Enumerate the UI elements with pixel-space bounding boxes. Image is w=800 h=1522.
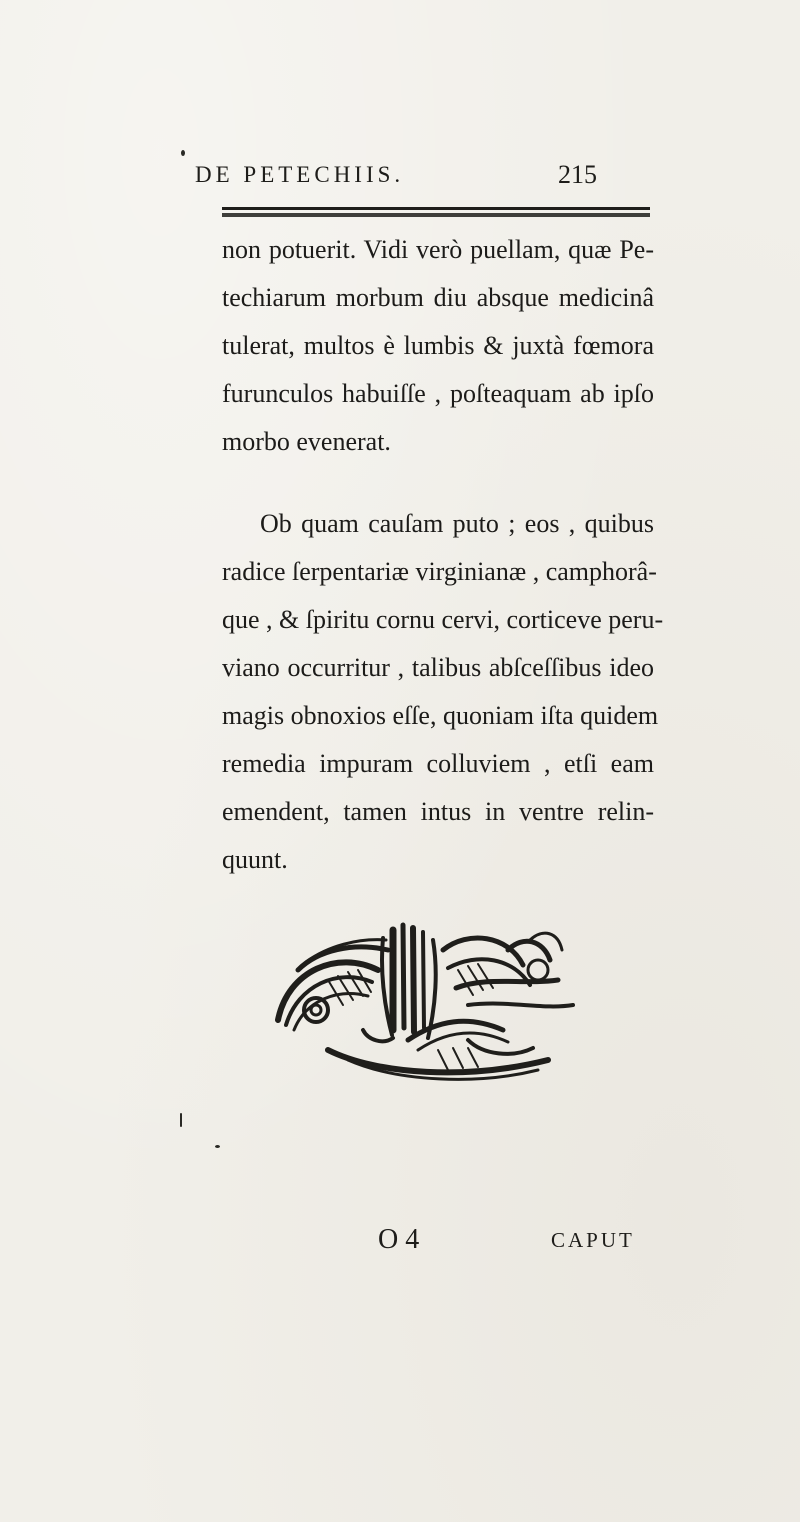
text-line: magis obnoxios eſſe, quoniam iſta quidem xyxy=(222,701,659,730)
page-number: 215 xyxy=(558,160,597,189)
text-line: radice ſerpentariæ virginianæ , camphorâ- xyxy=(222,557,657,586)
text-line: non potuerit. Vidi verò puellam, quæ Pe- xyxy=(222,235,654,264)
text-line: morbo evenerat. xyxy=(222,427,391,456)
text-line: furunculos habuiſſe , poſteaquam ab ipſo xyxy=(222,379,654,408)
ink-speck xyxy=(181,150,185,156)
body-text xyxy=(222,226,664,884)
paragraph-2 xyxy=(222,500,664,884)
running-head xyxy=(0,162,800,202)
text-line: tulerat, multos è lumbis & juxtà fœmora xyxy=(222,331,654,360)
header-rule xyxy=(222,207,650,210)
text-line: remedia impuram colluviem , etſi eam xyxy=(222,749,654,778)
header-rule-secondary xyxy=(222,213,650,217)
text-line: Ob quam cauſam puto ; eos , quibus xyxy=(260,509,654,538)
foliage-tailpiece-icon xyxy=(268,910,598,1085)
catchword: CAPUT xyxy=(551,1228,635,1252)
paragraph-spacer xyxy=(222,466,654,500)
running-title: DE PETECHIIS. xyxy=(195,162,405,187)
text-line: techiarum morbum diu absque medicinâ xyxy=(222,283,654,312)
ink-speck xyxy=(180,1113,182,1127)
signature-mark: O 4 xyxy=(378,1224,420,1255)
text-line: quunt. xyxy=(222,845,288,874)
text-line: que , & ſpiritu cornu cervi, corticeve peru- xyxy=(222,605,664,634)
text-line: emendent, tamen intus in ventre relin- xyxy=(222,797,654,826)
text-line: viano occurritur , talibus abſceſſibus ideo xyxy=(222,653,654,682)
ink-speck xyxy=(215,1145,220,1148)
page-footer xyxy=(0,1224,800,1264)
paragraph-1 xyxy=(222,226,654,466)
